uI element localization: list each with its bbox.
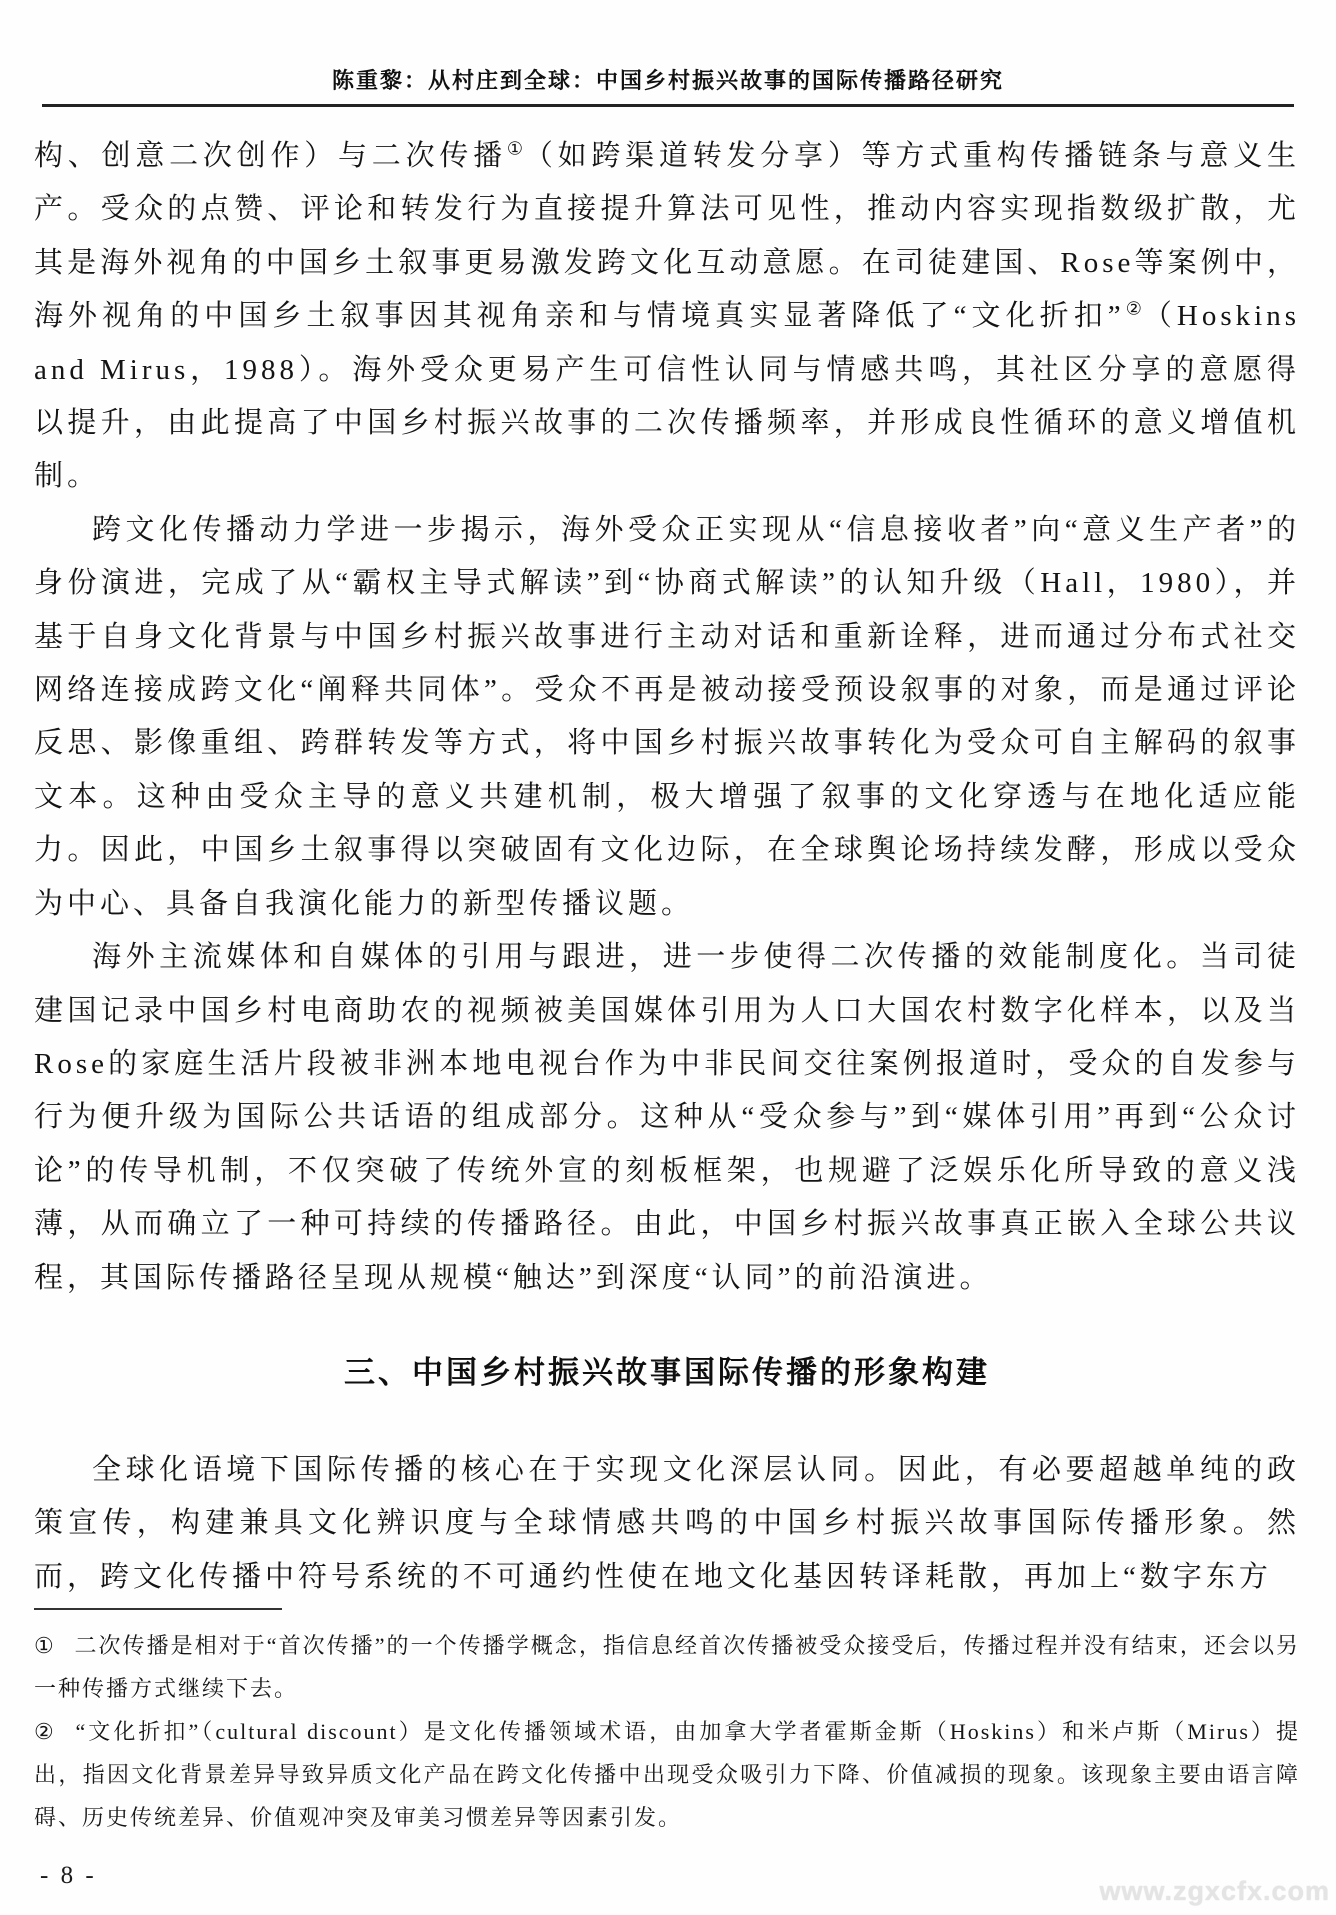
article-body bbox=[34, 130, 1300, 1608]
section-heading: 三、中国乡村振兴故事国际传播的形象构建 bbox=[344, 1354, 990, 1390]
paragraph-4: 全球化语境下国际传播的核心在于实现文化深层认同。因此，有必要超越单纯的政策宣传，构建兼具文化辨识度与全球情感共鸣的中国乡村振兴故事国际传播形象。然而，跨文化传播中符号系统的不可通约性使在地文化基因转译耗散，再加上“数字东方 bbox=[34, 1453, 1300, 1593]
header-rule bbox=[42, 104, 1294, 107]
running-head: 陈重黎：从村庄到全球：中国乡村振兴故事的国际传播路径研究 bbox=[331, 68, 1004, 93]
footnote-2-marker: ② bbox=[34, 1719, 57, 1744]
footnote-separator bbox=[34, 1608, 282, 1610]
paragraph-1-text-c: （Hoskins and Mirus，1988）。海外受众更易产生可信性认同与情感共鸣，其社区分享的意愿得以提升，由此提高了中国乡村振兴故事的二次传播频率，并形成良性循环的意义增值机制。 bbox=[34, 300, 1300, 493]
paragraph-1 bbox=[34, 130, 1300, 504]
footnote-1-marker: ① bbox=[34, 1633, 56, 1658]
paragraph-1-text-b: （如跨渠道转发分享）等方式重构传播链条与意义生产。受众的点赞、评论和转发行为直接提升算法可见性，推动内容实现指数级扩散，尤其是海外视角的中国乡土叙事更易激发跨文化互动意愿。在司徒建国、Rose等案例中，海外视角的中国乡土叙事因其视角亲和与情境真实显著降低了“文化折扣” bbox=[34, 140, 1300, 333]
watermark: www.zgxcfx.com bbox=[1099, 1876, 1330, 1906]
paragraph-2: 跨文化传播动力学进一步揭示，海外受众正实现从“信息接收者”向“意义生产者”的身份演进，完成了从“霸权主导式解读”到“协商式解读”的认知升级（Hall，1980），并基于自身文化背景与中国乡村振兴故事进行主动对话和重新诠释，进而通过分布式社交网络连接成跨文化“阐释共同体”。受众不再是被动接受预设叙事的对象，而是通过评论反思、影像重组、跨群转发等方式，将中国乡村振兴故事转化为受众可自主解码的叙事文本。这种由受众主导的意义共建机制，极大增强了叙事的文化穿透与在地化适应能力。因此，中国乡土叙事得以突破固有文化边际，在全球舆论场持续发酵，形成以受众为中心、具备自我演化能力的新型传播议题。 bbox=[34, 513, 1300, 920]
page-number: - 8 - bbox=[40, 1862, 97, 1889]
footnote-2-text: “文化折扣”（cultural discount）是文化传播领域术语，由加拿大学者霍斯金斯（Hoskins）和米卢斯（Mirus）提出，指因文化背景差异导致异质文化产品在跨文化传播中出现受众吸引力下降、价值减损的现象。该现象主要由语言障碍、历史传统差异、价值观冲突及审美习惯差异等因素引发。 bbox=[34, 1719, 1300, 1830]
footnote-1 bbox=[34, 1624, 1300, 1710]
paragraph-1-text-a: 构、创意二次创作）与二次传播 bbox=[34, 140, 507, 172]
footnote-ref-2: ② bbox=[1124, 298, 1143, 319]
footnote-1-text: 二次传播是相对于“首次传播”的一个传播学概念，指信息经首次传播被受众接受后，传播过程并没有结束，还会以另一种传播方式继续下去。 bbox=[34, 1633, 1300, 1701]
footnote-ref-1: ① bbox=[506, 138, 524, 159]
footnote-2 bbox=[34, 1710, 1300, 1839]
footnotes-block bbox=[34, 1608, 1300, 1898]
paragraph-3: 海外主流媒体和自媒体的引用与跟进，进一步使得二次传播的效能制度化。当司徒建国记录中国乡村电商助农的视频被美国媒体引用为人口大国农村数字化样本，以及当Rose的家庭生活片段被非洲本地电视台作为中非民间交往案例报道时，受众的自发参与行为便升级为国际公共话语的组成部分。这种从“受众参与”到“媒体引用”再到“公众讨论”的传导机制，不仅突破了传统外宣的刻板框架，也规避了泛娱乐化所导致的意义浅薄，从而确立了一种可持续的传播路径。由此，中国乡村振兴故事真正嵌入全球公共议程，其国际传播路径呈现从规模“触达”到深度“认同”的前沿演进。 bbox=[34, 941, 1300, 1294]
